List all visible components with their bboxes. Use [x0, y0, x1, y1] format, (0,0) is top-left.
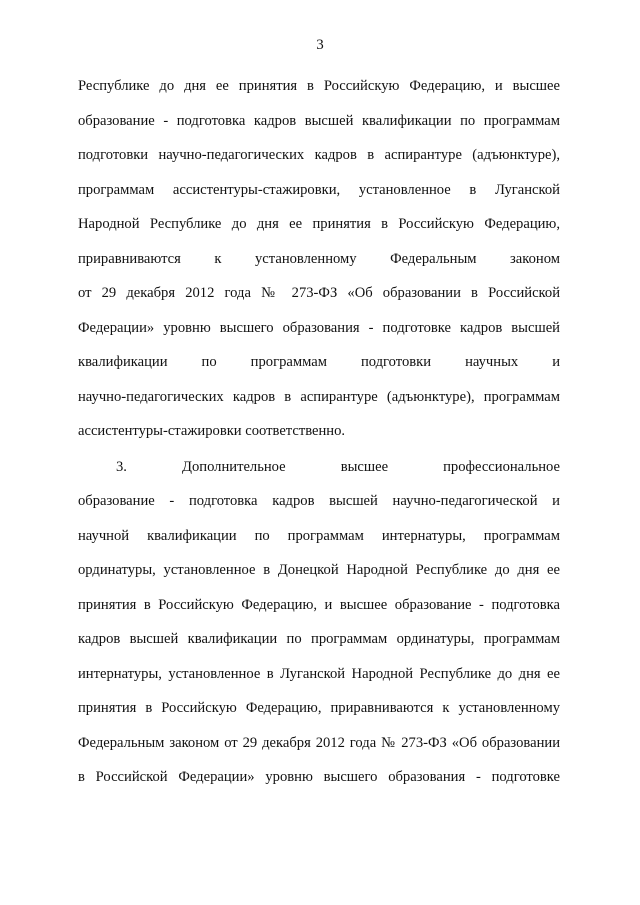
- text-line: образование - подготовка кадров высшей научно-педагогической и: [78, 493, 560, 509]
- text-line: принятия в Российскую Федерацию, приравниваются к установленному: [78, 700, 560, 716]
- text-line: Федерации» уровню высшего образования - подготовке кадров высшей: [78, 320, 560, 336]
- text-line: образование - подготовка кадров высшей квалификации по программам: [78, 113, 560, 129]
- text-line: кадров высшей квалификации по программам ординатуры, программам: [78, 631, 560, 647]
- text-line: Республике до дня ее принятия в Российскую Федерацию, и высшее: [78, 78, 560, 94]
- text-line: интернатуры, установленное в Луганской Народной Республике до дня ее: [78, 666, 560, 682]
- text-line: Народной Республике до дня ее принятия в Российскую Федерацию,: [78, 216, 560, 232]
- text-line: программам ассистентуры-стажировки, установленное в Луганской: [78, 182, 560, 198]
- text-line: приравниваются к установленному Федеральным законом: [78, 251, 560, 267]
- text-line: ассистентуры-стажировки соответственно.: [78, 423, 346, 439]
- text-line: Федеральным законом от 29 декабря 2012 года № 273-ФЗ «Об образовании: [78, 735, 560, 751]
- text-line: научно-педагогических кадров в аспирантуре (адъюнктуре), программам: [78, 389, 560, 405]
- text-line: подготовки научно-педагогических кадров в аспирантуре (адъюнктуре),: [78, 147, 560, 163]
- text-line: ординатуры, установленное в Донецкой Народной Республике до дня ее: [78, 562, 560, 578]
- text-line: квалификации по программам подготовки научных и: [78, 354, 560, 370]
- paragraph-start-line: 3. Дополнительное высшее профессиональное: [116, 459, 560, 475]
- text-line: в Российской Федерации» уровню высшего образования - подготовке: [78, 769, 560, 785]
- text-line: научной квалификации по программам интернатуры, программам: [78, 528, 560, 544]
- page-number: 3: [316, 37, 324, 53]
- text-line: от 29 декабря 2012 года № 273-ФЗ «Об образовании в Российской: [78, 285, 560, 301]
- text-line: принятия в Российскую Федерацию, и высшее образование - подготовка: [78, 597, 560, 613]
